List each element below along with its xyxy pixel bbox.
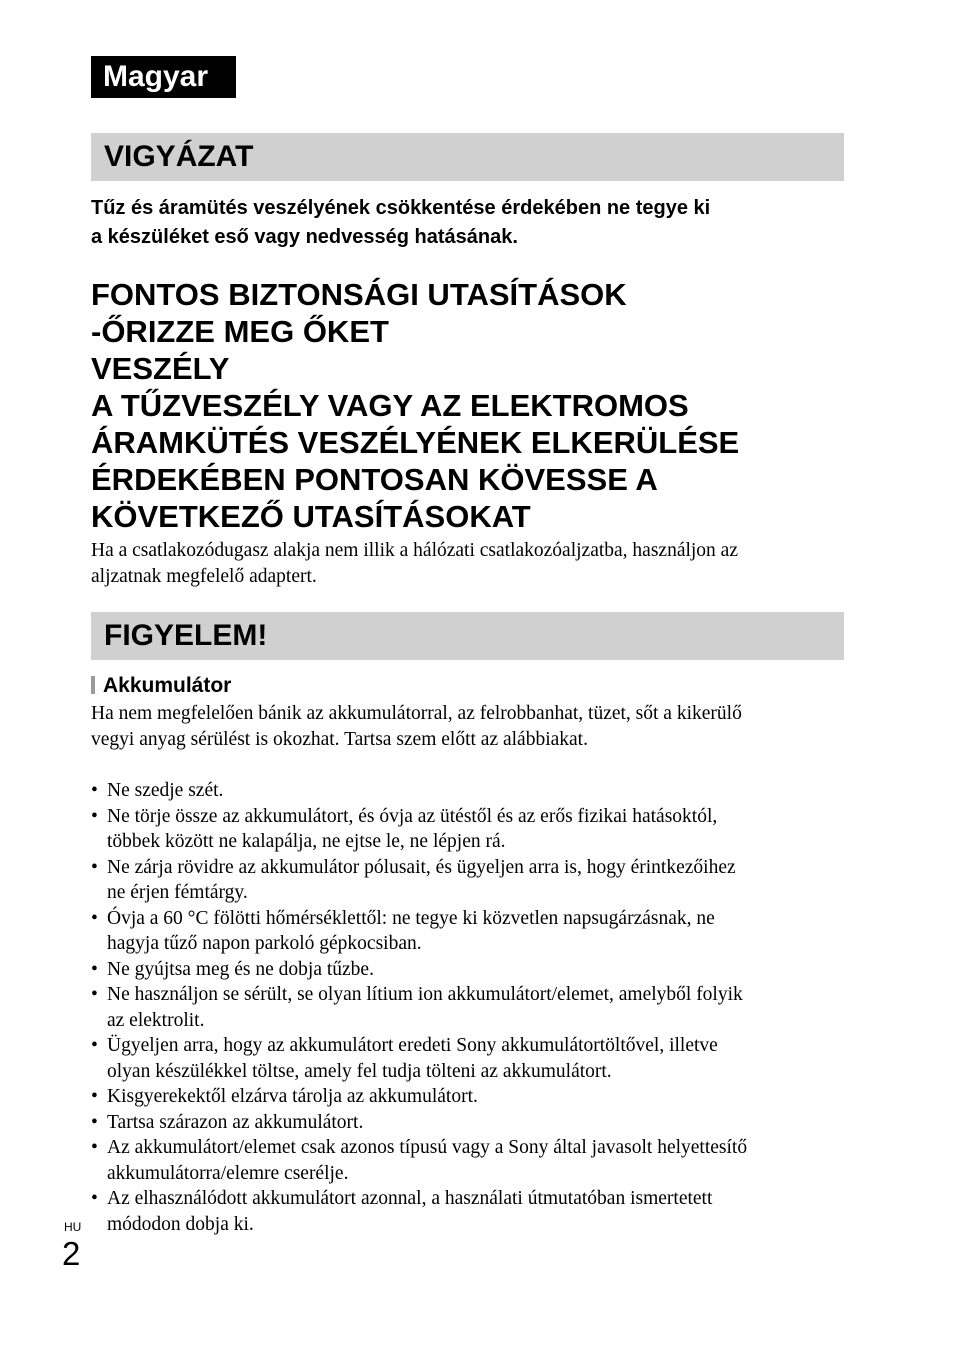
list-item-line: Ne használjon se sérült, se olyan lítium ion akkumulátort/elemet, amelyből folyik [107, 984, 743, 1005]
list-item [91, 855, 851, 906]
bullet-dot: • [91, 856, 98, 878]
page-number: 2 [62, 1235, 81, 1272]
heading-line: KÖVETKEZŐ UTASÍTÁSOKAT [91, 499, 531, 534]
heading-line: ÁRAMKÜTÉS VESZÉLYÉNEK ELKERÜLÉSE [91, 425, 740, 460]
list-item-line: többek között ne kalapálja, ne ejtse le, ne lépjen rá. [107, 831, 506, 852]
bullet-dot: • [91, 780, 98, 801]
heading-line: ÉRDEKÉBEN PONTOSAN KÖVESSE A [91, 462, 658, 497]
list-item [91, 778, 851, 804]
subheading-marker [91, 676, 95, 694]
battery-intro-paragraph [91, 701, 851, 752]
list-item-line: ne érjen fémtárgy. [107, 882, 248, 903]
list-item-line: módodon dobja ki. [107, 1213, 254, 1235]
list-item [91, 1110, 851, 1136]
bullet-dot: • [91, 958, 98, 980]
list-item [91, 1084, 851, 1110]
page-language-code: HU [64, 1220, 82, 1234]
list-item [91, 906, 851, 957]
list-item [91, 1033, 851, 1084]
heading-line: A TŰZVESZÉLY VAGY AZ ELEKTROMOS [91, 388, 689, 423]
list-item-line: Az elhasználódott akkumulátort azonnal, a használati útmutatóban ismertetett [107, 1188, 713, 1209]
bullet-dot: • [91, 1111, 98, 1133]
paragraph-line: Ha nem megfelelően bánik az akkumulátorral, az felrobbanhat, tüzet, sőt a kikerülő [91, 703, 742, 724]
list-item-line: akkumulátorra/elemre cserélje. [107, 1162, 349, 1184]
list-item-line: Az akkumulátort/elemet csak azonos típusú vagy a Sony által javasolt helyettesítő [107, 1137, 748, 1158]
heading-line: FONTOS BIZTONSÁGI UTASÍTÁSOK [91, 277, 627, 312]
paragraph-line: aljzatnak megfelelő adaptert. [91, 565, 317, 587]
list-item-line: Ügyeljen arra, hogy az akkumulátort eredeti Sony akkumulátortöltővel, illetve [107, 1035, 718, 1056]
paragraph-line: vegyi anyag sérülést is okozhat. Tartsa szem előtt az alábbiakat. [91, 728, 588, 750]
battery-subheading [91, 672, 231, 700]
list-item-line: Óvja a 60 °C fölötti hőmérséklettől: ne tegye ki közvetlen napsugárzásnak, ne [107, 907, 715, 929]
paragraph-line: Ha a csatlakozódugasz alakja nem illik a hálózati csatlakozóaljzatba, használjon az [91, 540, 738, 561]
list-item-line: Ne törje össze az akkumulátort, és óvja az ütéstől és az erős fizikai hatásoktól, [107, 805, 718, 827]
list-item-line: az elektrolit. [107, 1009, 205, 1031]
list-item [91, 982, 851, 1033]
bullet-dot: • [91, 1035, 98, 1056]
bullet-dot: • [91, 984, 98, 1005]
language-tab: Magyar [91, 56, 236, 98]
bullet-dot: • [91, 1188, 98, 1209]
subheading-text: Akkumulátor [103, 674, 232, 697]
bullet-dot: • [91, 1086, 98, 1107]
section-title-caution: VIGYÁZAT [91, 133, 844, 181]
safety-instructions-heading [91, 276, 891, 535]
adapter-paragraph [91, 538, 851, 589]
list-item [91, 804, 851, 855]
list-item-line: hagyja tűző napon parkoló gépkocsiban. [107, 933, 422, 954]
list-item-line: Ne gyújtsa meg és ne dobja tűzbe. [107, 958, 374, 980]
bullet-dot: • [91, 805, 98, 827]
battery-precautions-list [91, 778, 851, 1237]
list-item-line: Ne szedje szét. [107, 780, 224, 801]
warning-line: a készüléket eső vagy nedvesség hatásának. [91, 226, 518, 248]
list-item-line: Kisgyerekektől elzárva tárolja az akkumulátort. [107, 1086, 478, 1107]
list-item-line: Ne zárja rövidre az akkumulátor pólusait, és ügyeljen arra is, hogy érintkezőihez [107, 856, 736, 878]
section-title-attention: FIGYELEM! [91, 612, 844, 660]
list-item [91, 1135, 851, 1186]
list-item [91, 957, 851, 983]
list-item-line: Tartsa szárazon az akkumulátort. [107, 1111, 364, 1133]
fire-shock-warning [91, 194, 851, 252]
warning-line: Tűz és áramütés veszélyének csökkentése érdekében ne tegye ki [91, 197, 711, 219]
bullet-dot: • [91, 1137, 98, 1158]
bullet-dot: • [91, 907, 98, 929]
heading-line: VESZÉLY [91, 351, 230, 386]
heading-line: -ŐRIZZE MEG ŐKET [91, 314, 389, 349]
list-item [91, 1186, 851, 1237]
list-item-line: olyan készülékkel töltse, amely fel tudja tölteni az akkumulátort. [107, 1060, 612, 1082]
